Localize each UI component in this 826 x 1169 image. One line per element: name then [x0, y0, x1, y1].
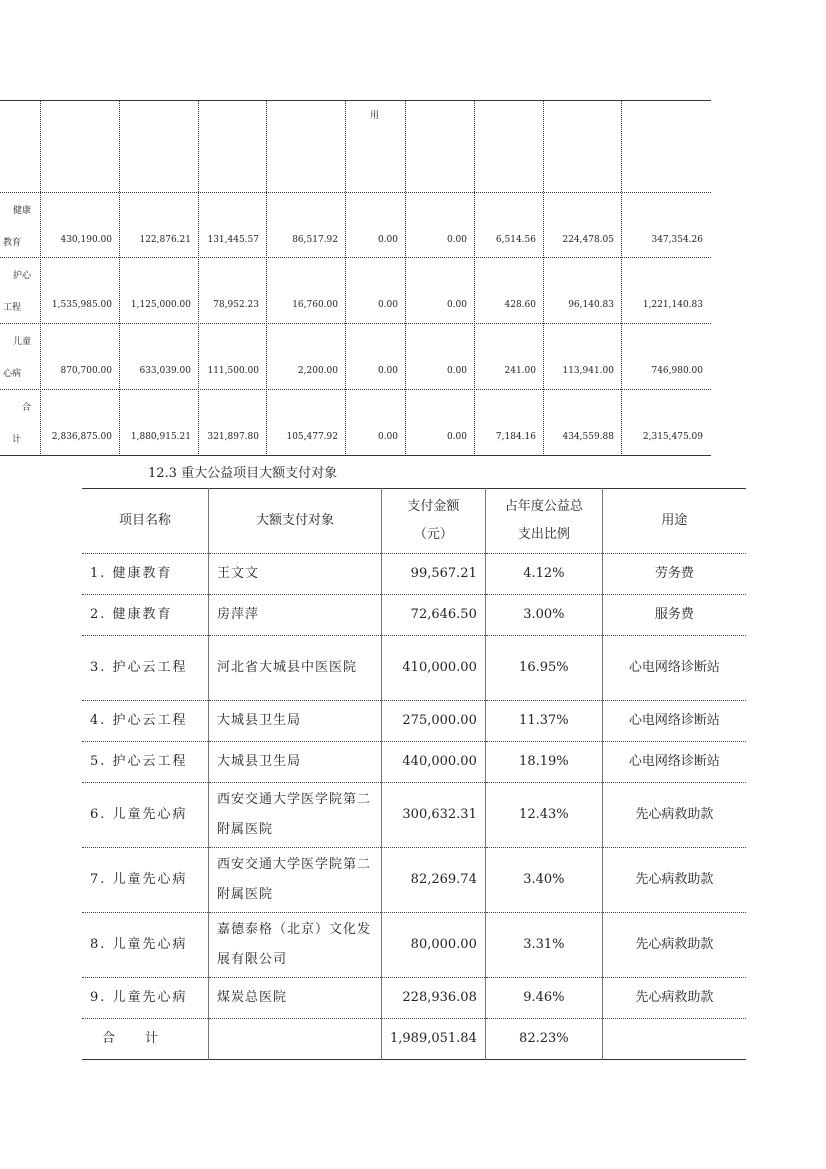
expenditure-table-fragment — [0, 100, 711, 456]
project-cell: 9. 儿童先心病 — [82, 978, 209, 1019]
row-divider — [0, 192, 711, 193]
payee-cell: 房萍萍 — [209, 595, 382, 636]
header-ratio-line2: 支出比例 — [517, 527, 570, 542]
value-cell: 241.00 — [504, 366, 536, 376]
value-cell: 16,760.00 — [292, 300, 338, 310]
header-payee: 大额支付对象 — [209, 489, 382, 554]
value-cell: 321,897.80 — [207, 432, 259, 442]
column-divider — [474, 100, 475, 456]
row-label-line2: 计 — [11, 435, 21, 445]
value-cell: 86,517.92 — [292, 235, 338, 245]
value-cell: 1,221,140.83 — [642, 300, 703, 310]
amount-cell: 440,000.00 — [382, 742, 486, 783]
column-divider — [543, 100, 544, 456]
value-cell: 224,478.05 — [562, 235, 614, 245]
amount-cell: 80,000.00 — [382, 913, 486, 978]
value-cell: 96,140.83 — [568, 300, 614, 310]
purpose-cell: 先心病救助款 — [602, 913, 746, 978]
header-fragment: 用 — [370, 111, 380, 121]
row-divider — [0, 389, 711, 390]
value-cell: 0.00 — [446, 432, 467, 442]
project-cell: 2. 健康教育 — [82, 595, 209, 636]
header-amount — [382, 489, 486, 554]
ratio-cell: 3.31% — [485, 913, 602, 978]
purpose-cell: 先心病救助款 — [602, 978, 746, 1019]
row-label-line2: 教育 — [2, 238, 21, 248]
total-row — [82, 1019, 746, 1060]
value-cell: 7,184.16 — [495, 432, 536, 442]
amount-cell: 300,632.31 — [382, 783, 486, 848]
purpose-cell: 心电网络诊断站 — [602, 636, 746, 701]
value-cell: 0.00 — [446, 235, 467, 245]
payee-cell: 西安交通大学医学院第二附属医院 — [209, 848, 382, 913]
column-divider — [621, 100, 622, 456]
total-ratio: 82.23% — [485, 1019, 602, 1060]
payee-cell: 河北省大城县中医医院 — [209, 636, 382, 701]
row-label-line2: 心病 — [2, 369, 21, 379]
column-divider — [345, 100, 346, 456]
value-cell: 870,700.00 — [60, 366, 112, 376]
value-cell: 746,980.00 — [651, 366, 703, 376]
row-label-line1: 儿童 — [12, 337, 31, 347]
value-cell: 0.00 — [377, 300, 398, 310]
header-amount-line2: （元） — [413, 527, 453, 542]
payee-cell: 大城县卫生局 — [209, 742, 382, 783]
ratio-cell: 4.12% — [485, 554, 602, 595]
ratio-cell: 9.46% — [485, 978, 602, 1019]
value-cell: 633,039.00 — [139, 366, 191, 376]
payee-cell: 煤炭总医院 — [209, 978, 382, 1019]
project-cell: 6. 儿童先心病 — [82, 783, 209, 848]
total-label: 合计 — [82, 1019, 209, 1060]
table-row — [82, 913, 746, 978]
table-top-rule — [0, 100, 711, 101]
purpose-cell: 先心病救助款 — [602, 848, 746, 913]
value-cell: 0.00 — [446, 366, 467, 376]
ratio-cell: 12.43% — [485, 783, 602, 848]
row-divider — [0, 323, 711, 324]
payee-cell: 西安交通大学医学院第二附属医院 — [209, 783, 382, 848]
header-project: 项目名称 — [82, 489, 209, 554]
table-header-row — [82, 489, 746, 554]
column-divider — [266, 100, 267, 456]
table-row — [82, 701, 746, 742]
table-row — [82, 636, 746, 701]
value-cell: 0.00 — [377, 432, 398, 442]
table-row — [82, 978, 746, 1019]
table-bottom-rule — [0, 455, 711, 456]
row-label-line1: 合 — [21, 403, 31, 413]
value-cell: 2,315,475.09 — [642, 432, 703, 442]
value-cell: 0.00 — [377, 366, 398, 376]
project-cell: 8. 儿童先心病 — [82, 913, 209, 978]
value-cell: 2,200.00 — [297, 366, 338, 376]
total-payee-empty — [209, 1019, 382, 1060]
value-cell: 78,952.23 — [213, 300, 259, 310]
section-title: 12.3 重大公益项目大额支付对象 — [148, 466, 338, 481]
ratio-cell: 3.40% — [485, 848, 602, 913]
header-purpose: 用途 — [602, 489, 746, 554]
value-cell: 2,836,875.00 — [51, 432, 112, 442]
value-cell: 1,125,000.00 — [130, 300, 191, 310]
value-cell: 428.60 — [504, 300, 536, 310]
amount-cell: 72,646.50 — [382, 595, 486, 636]
table-row — [82, 595, 746, 636]
total-purpose-empty — [602, 1019, 746, 1060]
amount-cell: 99,567.21 — [382, 554, 486, 595]
value-cell: 0.00 — [446, 300, 467, 310]
row-divider — [0, 257, 711, 258]
column-divider — [405, 100, 406, 456]
project-cell: 5. 护心云工程 — [82, 742, 209, 783]
purpose-cell: 心电网络诊断站 — [602, 742, 746, 783]
table-row — [82, 554, 746, 595]
value-cell: 131,445.57 — [207, 235, 259, 245]
header-ratio — [485, 489, 602, 554]
value-cell: 0.00 — [377, 235, 398, 245]
value-cell: 113,941.00 — [562, 366, 614, 376]
column-divider — [40, 100, 41, 456]
project-cell: 7. 儿童先心病 — [82, 848, 209, 913]
total-amount: 1,989,051.84 — [382, 1019, 486, 1060]
value-cell: 434,559.88 — [562, 432, 614, 442]
row-label-line1: 健康 — [12, 206, 31, 216]
header-ratio-line1: 占年度公益总 — [504, 499, 583, 514]
amount-cell: 228,936.08 — [382, 978, 486, 1019]
row-label-line1: 护心 — [12, 271, 31, 281]
payments-table — [82, 488, 746, 1060]
purpose-cell: 心电网络诊断站 — [602, 701, 746, 742]
column-divider — [119, 100, 120, 456]
table-row — [82, 783, 746, 848]
header-amount-line1: 支付金额 — [407, 499, 460, 514]
table-row — [82, 742, 746, 783]
value-cell: 1,535,985.00 — [51, 300, 112, 310]
payee-cell: 嘉德泰格（北京）文化发展有限公司 — [209, 913, 382, 978]
value-cell: 122,876.21 — [139, 235, 191, 245]
purpose-cell: 劳务费 — [602, 554, 746, 595]
value-cell: 105,477.92 — [286, 432, 338, 442]
value-cell: 111,500.00 — [207, 366, 259, 376]
column-divider — [198, 100, 199, 456]
value-cell: 430,190.00 — [60, 235, 112, 245]
amount-cell: 410,000.00 — [382, 636, 486, 701]
value-cell: 347,354.26 — [651, 235, 703, 245]
ratio-cell: 11.37% — [485, 701, 602, 742]
table-row — [82, 848, 746, 913]
purpose-cell: 先心病救助款 — [602, 783, 746, 848]
value-cell: 1,880,915.21 — [130, 432, 191, 442]
payee-cell: 大城县卫生局 — [209, 701, 382, 742]
amount-cell: 82,269.74 — [382, 848, 486, 913]
project-cell: 3. 护心云工程 — [82, 636, 209, 701]
ratio-cell: 16.95% — [485, 636, 602, 701]
project-cell: 4. 护心云工程 — [82, 701, 209, 742]
amount-cell: 275,000.00 — [382, 701, 486, 742]
payee-cell: 王文文 — [209, 554, 382, 595]
project-cell: 1. 健康教育 — [82, 554, 209, 595]
ratio-cell: 18.19% — [485, 742, 602, 783]
purpose-cell: 服务费 — [602, 595, 746, 636]
row-label-line2: 工程 — [2, 303, 21, 313]
value-cell: 6,514.56 — [495, 235, 536, 245]
ratio-cell: 3.00% — [485, 595, 602, 636]
